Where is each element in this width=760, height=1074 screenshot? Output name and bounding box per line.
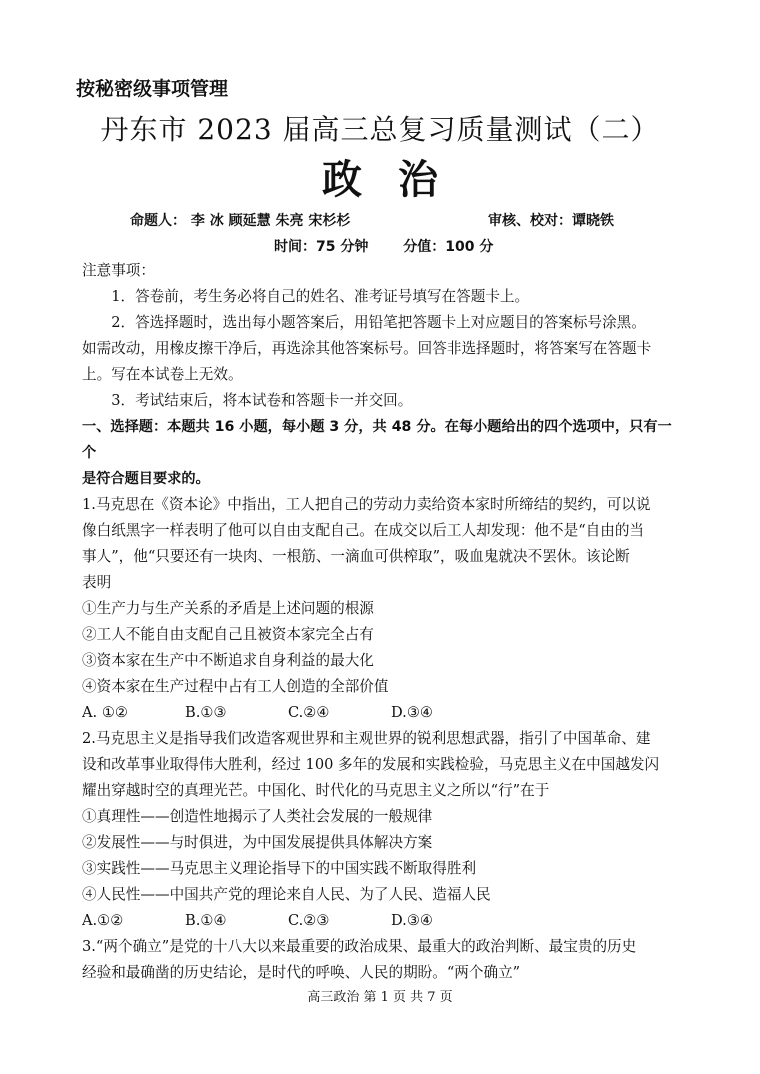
option-c: C.②③ [288,912,330,929]
question-2-stem: 2.马克思主义是指导我们改造客观世界和主观世界的锐利思想武器，指引了中国革命、建 [82,730,651,747]
option-b: B.①③ [185,704,227,721]
exam-score: 分值：100 分 [403,239,494,255]
question-2-stem: 设和改革事业取得伟大胜利，经过 100 多年的发展和实践检验，马克思主义在中国越发闪 [82,756,660,773]
notice-heading: 注意事项： [82,262,155,279]
question-2-statement: ②发展性——与时俱进，为中国发展提供具体解决方案 [82,834,433,851]
option-c: C.②④ [288,704,330,721]
question-1-stem: 事人”，他“只要还有一块肉、一根筋、一滴血可供榨取”，吸血鬼就决不罢休。该论断 [82,548,630,565]
secret-mark: 按秘密级事项管理 [76,78,229,100]
option-d: D.③④ [391,704,433,721]
question-2-stem: 耀出穿越时空的真理光芒。中国化、时代化的马克思主义之所以“行”在于 [82,782,550,799]
notice-item-cont: 上。写在本试卷上无效。 [82,366,243,383]
option-a: A.①② [82,912,124,929]
section-heading-cont: 是符合题目要求的。 [82,471,210,487]
question-1-options [82,700,682,726]
question-2-statement: ③实践性——马克思主义理论指导下的中国实践不断取得胜利 [82,860,477,877]
question-1-stem: 表明 [82,574,112,591]
reviewer-line: 审核、校对：谭晓铁 [488,213,614,229]
notice-item: 3．考试结束后，将本试卷和答题卡一并交回。 [111,392,413,409]
question-1-statement: ②工人不能自由支配自己且被资本家完全占有 [82,626,374,643]
notice-item-cont: 如需改动，用橡皮擦干净后，再选涂其他答案标号。回答非选择题时，将答案写在答题卡 [82,340,652,357]
question-3-stem: 经验和最确凿的历史结论，是时代的呼唤、人民的期盼。“两个确立” [82,964,521,981]
option-a: A. ①② [82,704,128,721]
option-d: D.③④ [391,912,433,929]
question-3-stem: 3.“两个确立”是党的十八大以来最重要的政治成果、最重大的政治判断、最宝贵的历史 [82,938,637,955]
subject-title: 政治 [322,157,474,203]
question-2-statement: ①真理性——创造性地揭示了人类社会发展的一般规律 [82,808,433,825]
option-b: B.①④ [185,912,227,929]
question-1-statement: ③资本家在生产中不断追求自身利益的最大化 [82,652,374,669]
question-2-options [82,908,682,934]
question-1-statement: ①生产力与生产关系的矛盾是上述问题的根源 [82,600,374,617]
exam-time: 时间：75 分钟 [274,239,369,255]
question-2-statement: ④人民性——中国共产党的理论来自人民、为了人民、造福人民 [82,886,491,903]
exam-title: 丹东市 2023 届高三总复习质量测试（二） [100,113,660,146]
notice-item: 1．答卷前，考生务必将自己的姓名、准考证号填写在答题卡上。 [111,288,530,305]
exam-body [82,258,682,986]
question-1-statement: ④资本家在生产过程中占有工人创造的全部价值 [82,678,389,695]
page-footer: 高三政治 第 1 页 共 7 页 [307,990,453,1005]
notice-item: 2．答选择题时，选出每小题答案后，用铅笔把答题卡上对应题目的答案标号涂黑。 [111,314,646,331]
time-score-line [274,236,493,256]
question-1-stem: 1.马克思在《资本论》中指出，工人把自己的劳动力卖给资本家时所缔结的契约，可以说 [82,496,651,513]
section-heading: 一、选择题：本题共 16 小题，每小题 3 分，共 48 分。在每小题给出的四个选项中，只有一个 [82,419,672,461]
authors-line: 命题人： 李 冰 顾延慧 朱亮 宋杉杉 [130,213,351,229]
question-1-stem: 像白纸黑字一样表明了他可以自由支配自己。在成交以后工人却发现：他不是“自由的当 [82,522,645,539]
